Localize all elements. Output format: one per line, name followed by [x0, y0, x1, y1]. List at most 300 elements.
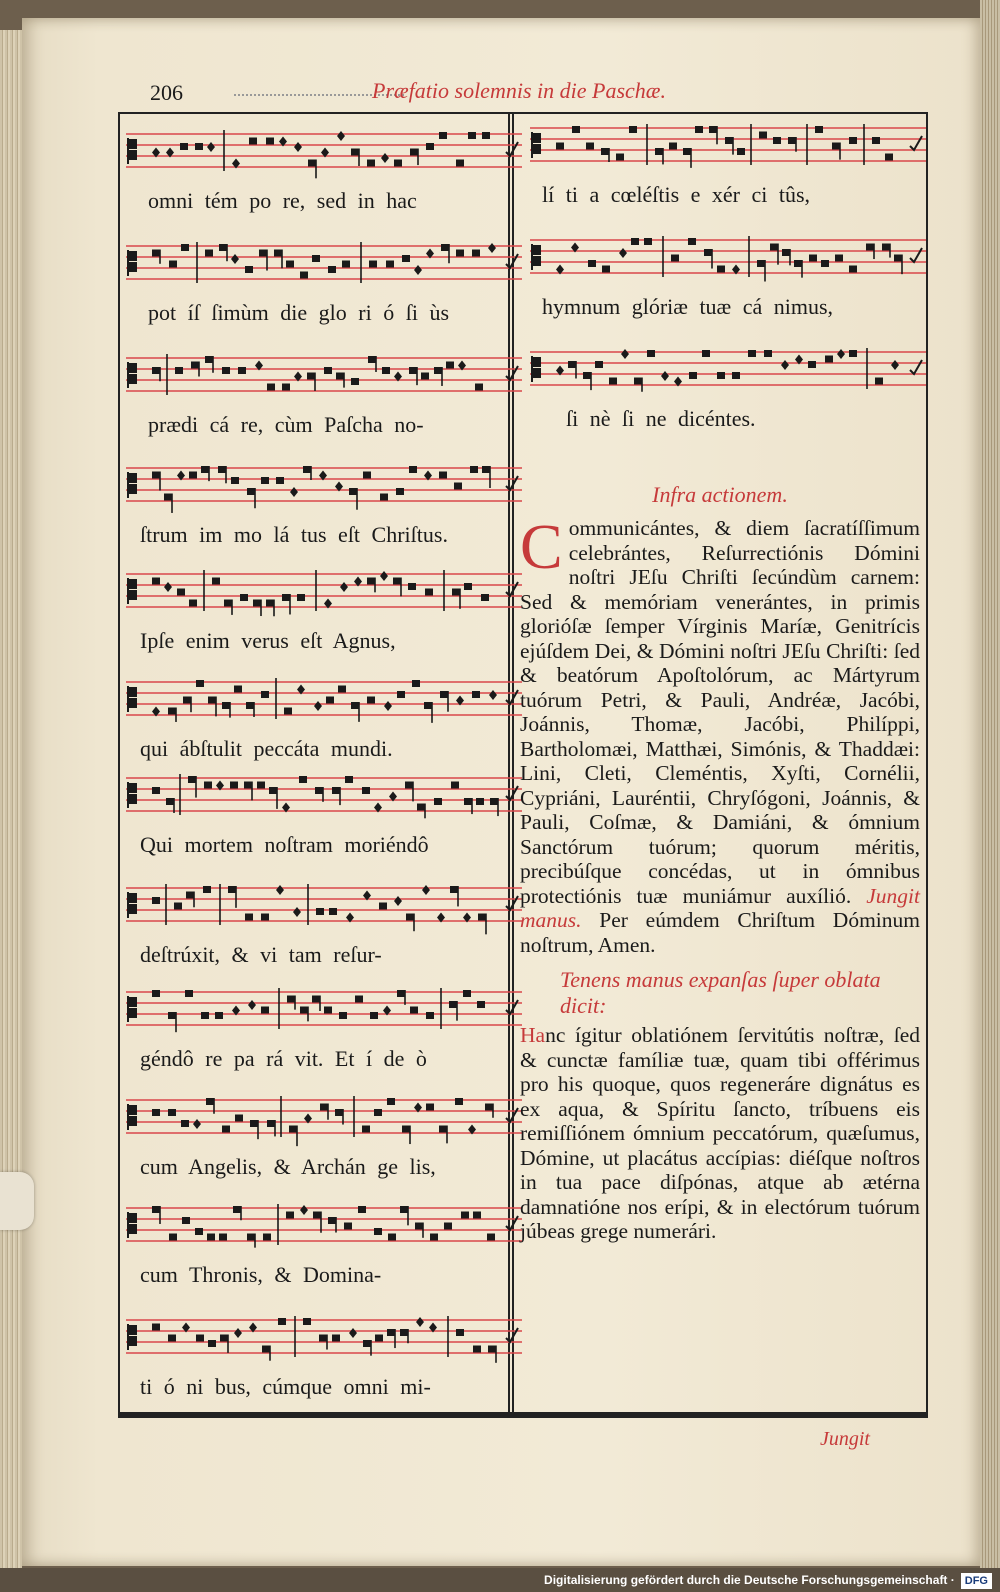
chant-system: [126, 566, 522, 656]
neume: [616, 154, 624, 161]
neume: [324, 367, 332, 374]
neume: [709, 126, 717, 144]
neume: [249, 138, 257, 145]
neume: [164, 582, 172, 592]
neume: [205, 250, 213, 257]
neume: [261, 477, 269, 484]
neume: [400, 1329, 408, 1343]
neume: [393, 578, 401, 597]
neume: [168, 1109, 176, 1116]
neume: [152, 787, 160, 794]
neume: [387, 1329, 395, 1348]
neume: [204, 782, 212, 789]
neume: [286, 1212, 294, 1219]
chant-staff: [530, 232, 926, 288]
page-number: 206: [150, 80, 183, 105]
neume: [222, 367, 230, 374]
neume: [177, 589, 185, 596]
neume: [473, 1346, 481, 1353]
neume: [152, 472, 160, 491]
chant-staff: [126, 460, 522, 516]
chant-system: [126, 880, 522, 970]
neume: [201, 1012, 209, 1019]
neume: [337, 131, 345, 141]
neume: [342, 261, 350, 268]
neume: [386, 261, 394, 268]
neume: [421, 373, 429, 380]
chant-staff: [126, 1092, 522, 1148]
neume: [329, 908, 337, 915]
neume: [303, 1318, 311, 1325]
neume: [456, 1329, 464, 1336]
neume: [238, 367, 246, 374]
neume: [338, 686, 346, 693]
neume: [164, 494, 172, 513]
neume: [482, 132, 490, 139]
chant-staff: [126, 566, 522, 622]
c-clef-icon: [128, 472, 136, 498]
neume: [219, 244, 227, 261]
c-clef-icon: [128, 362, 136, 388]
paragraph-text: ommunicántes, & diem ſacratíſſimum celebrántes, Reſurrectiónis Dómini noſtri JEſu Chriſti ſecúndùm carnem: Sed & memóriam venerántes, in primis glorióſæ ſemper Vírginis Maríæ, Genitrícis ejúſdem Dei, & Dómini noſtri JEſu Chriſti: ſed & beatórum Apoſtolórum, ac Mártyrum tuórum Petri, & Pauli, Andréæ, Jacóbi, Joánnis, Thomæ, Jacóbi, Philíppi, Bartholomæi, Matthæi, Simónis, & Thaddæi: Lini, Cleti, Cleméntis, Xyſti, Cornélii, Cypriáni, Lauréntii, Chryſógoni, Joánnis, & Pauli, Coſmæ, & Damiáni, & ómnium Sanctórum tuórum; quorum méritis, precibúſque concédas, ut in ómnibus protectiónis tuæ muniámur auxílió.: [520, 516, 920, 908]
custos-icon: [506, 582, 518, 596]
neume: [278, 1318, 286, 1325]
chant-lyric: prædi cá re, cùm Paſcha no-: [148, 412, 424, 437]
neume: [219, 1234, 227, 1241]
neume: [440, 691, 448, 712]
neume: [439, 1126, 447, 1144]
chant-lyric: pot íſ ſimùm die glo ri ó ſi ùs: [148, 300, 449, 325]
neume: [245, 266, 253, 273]
neume: [181, 1120, 189, 1127]
neume: [300, 272, 308, 279]
neume: [414, 265, 422, 275]
neume: [586, 143, 594, 150]
neume: [231, 254, 239, 264]
prose-paragraph: [520, 1023, 920, 1244]
chant-lyric: géndô re pa rá vit. Et í de ò: [140, 1046, 427, 1071]
neume: [345, 776, 353, 783]
c-clef-icon: [532, 244, 540, 270]
neume: [152, 367, 160, 381]
chant-lyric: qui ábſtulit peccáta mundi.: [140, 736, 393, 761]
neume: [380, 571, 388, 581]
neume: [312, 255, 320, 262]
neume: [782, 249, 790, 265]
neume: [449, 1001, 457, 1021]
chant-staff: [530, 120, 926, 176]
catchword: Jungit: [820, 1428, 870, 1450]
custos-icon: [506, 896, 518, 910]
neume: [488, 1346, 496, 1363]
neume: [207, 142, 215, 152]
neume: [152, 578, 160, 585]
neume: [849, 266, 857, 273]
neume: [477, 1001, 485, 1008]
neume: [619, 248, 627, 258]
section-heading: Tenens manus expanſas ſuper oblata dicit:: [560, 967, 881, 1018]
dfg-logo: DFG: [961, 1573, 992, 1589]
neume: [245, 914, 253, 921]
neume: [250, 1120, 258, 1139]
custos-icon: [506, 476, 518, 490]
neume: [169, 261, 177, 268]
neume: [344, 1223, 352, 1230]
chant-system: [126, 984, 522, 1074]
neume: [832, 143, 840, 160]
neume: [286, 261, 294, 268]
neume: [362, 787, 370, 794]
neume: [189, 600, 197, 607]
neume: [212, 578, 220, 585]
prose-column: [520, 482, 920, 1244]
chant-lyric: deſtrúxit, & vi tam reſur-: [140, 942, 382, 967]
neume: [416, 1317, 424, 1327]
neume: [196, 1335, 204, 1342]
chant-system: [126, 770, 522, 860]
neume: [568, 361, 576, 378]
neume: [655, 148, 663, 164]
neume: [704, 249, 712, 269]
c-clef-icon: [128, 996, 136, 1022]
c-clef-icon: [532, 356, 540, 382]
neume: [409, 367, 417, 385]
neume: [314, 701, 322, 711]
chant-system: [126, 350, 522, 440]
neume: [220, 1335, 228, 1353]
chant-system: [126, 460, 522, 550]
neume: [773, 137, 781, 144]
neume: [380, 494, 388, 501]
neume: [475, 384, 483, 391]
neume: [261, 691, 269, 698]
neume: [468, 132, 476, 139]
footer-bar: [0, 1568, 1000, 1592]
chant-system: [126, 238, 522, 328]
neume: [240, 594, 248, 601]
neume: [647, 350, 655, 357]
neume: [482, 466, 490, 488]
neume: [282, 594, 290, 614]
neume: [695, 126, 703, 133]
neume: [362, 1126, 370, 1133]
chant-staff: [126, 1312, 522, 1368]
neume: [230, 782, 238, 789]
neume: [276, 477, 284, 484]
neume: [215, 1012, 223, 1019]
neume: [405, 782, 413, 802]
neume: [835, 255, 843, 262]
neume: [189, 472, 197, 479]
chant-staff: [126, 984, 522, 1040]
custos-icon: [506, 254, 518, 268]
neume: [669, 143, 677, 150]
neume: [631, 238, 639, 245]
frame-bottom-rule: [118, 1412, 928, 1416]
c-clef-icon: [128, 892, 136, 918]
neume: [355, 996, 363, 1003]
neume: [601, 148, 609, 162]
custos-icon: [506, 1000, 518, 1014]
neume: [218, 466, 226, 483]
neume: [374, 1228, 382, 1235]
neume: [169, 1234, 177, 1241]
neume: [444, 1223, 452, 1230]
neume: [208, 1340, 216, 1347]
c-clef-icon: [128, 1104, 136, 1130]
neume: [737, 148, 745, 155]
neume: [248, 1000, 256, 1010]
neume: [488, 243, 496, 253]
chant-lyric: Qui mortem noſtram moriéndô: [140, 832, 429, 857]
neume: [396, 488, 404, 495]
chant-staff: [530, 344, 926, 400]
neume: [473, 1212, 481, 1219]
neume: [764, 350, 772, 357]
neume: [661, 371, 669, 381]
neume: [583, 372, 591, 390]
neume: [267, 1120, 275, 1136]
neume: [308, 160, 316, 179]
neume: [671, 255, 679, 262]
neume: [717, 372, 725, 379]
chant-staff: [126, 880, 522, 936]
neume: [476, 798, 484, 805]
drop-initial: C: [520, 511, 563, 582]
neume: [425, 589, 433, 596]
neume: [410, 1007, 418, 1014]
custos-icon: [506, 786, 518, 800]
neume: [369, 261, 377, 268]
neume: [875, 378, 883, 385]
neume: [282, 384, 290, 391]
neume: [349, 1328, 357, 1338]
neume: [688, 238, 696, 245]
neume: [303, 466, 311, 480]
neume: [152, 1109, 160, 1116]
neume: [470, 466, 478, 473]
neume: [732, 372, 740, 379]
neume: [406, 914, 414, 932]
neume: [370, 1012, 378, 1019]
neume: [261, 1007, 269, 1014]
neume: [609, 378, 617, 385]
neume: [358, 1206, 366, 1213]
neume: [397, 691, 405, 698]
chant-lyric: omni tém po re, sed in hac: [148, 188, 417, 213]
neume: [152, 1206, 160, 1224]
custos-icon: [910, 136, 922, 150]
neume: [394, 896, 402, 906]
book-spine: [0, 30, 22, 1570]
neume: [263, 1234, 271, 1241]
neume: [849, 137, 857, 144]
neume: [602, 266, 610, 273]
neume: [340, 582, 348, 592]
neume: [426, 1012, 434, 1019]
neume: [794, 260, 802, 278]
neume: [424, 702, 432, 723]
neume: [293, 907, 301, 917]
neume: [644, 238, 652, 245]
neume: [456, 250, 464, 257]
chant-system: [126, 1312, 522, 1402]
chant-lyric: cum Thronis, & Domina-: [140, 1262, 382, 1287]
chant-staff: [126, 770, 522, 826]
neume: [487, 1234, 495, 1241]
neume: [294, 142, 302, 152]
chant-lyric: hymnum glóriæ tuæ cá nimus,: [542, 294, 834, 319]
neume: [195, 1228, 203, 1235]
neume: [332, 787, 340, 805]
neume: [481, 594, 489, 601]
neume: [228, 886, 236, 908]
neume: [381, 153, 389, 163]
neume: [257, 782, 265, 789]
neume: [367, 160, 375, 167]
custos-icon: [506, 1328, 518, 1342]
c-clef-icon: [128, 578, 136, 604]
c-clef-icon: [128, 782, 136, 808]
c-clef-icon: [128, 1212, 136, 1238]
neume: [808, 361, 816, 368]
neume: [307, 373, 315, 391]
neume: [885, 154, 893, 161]
neume: [326, 697, 334, 704]
neume: [233, 1206, 241, 1220]
chant-system: [530, 120, 926, 210]
custos-icon: [506, 1216, 518, 1230]
neume: [351, 378, 359, 385]
neume: [402, 1126, 410, 1145]
neume: [472, 250, 480, 257]
paragraph-text: Per eúmdem Chriſtum Dóminum noſtrum, Amen.: [520, 908, 920, 957]
neume: [595, 361, 603, 368]
neume: [266, 600, 274, 617]
custos-icon: [506, 1108, 518, 1122]
chant-lyric: ti ó ni bus, cúmque omni mi-: [140, 1374, 431, 1399]
neume: [290, 487, 298, 497]
neume: [152, 990, 160, 997]
neume: [235, 1115, 243, 1122]
neume: [387, 1098, 395, 1105]
neume: [683, 148, 691, 168]
neume: [181, 244, 189, 251]
neume: [276, 885, 284, 895]
prose-paragraph: [520, 511, 921, 957]
neume: [464, 583, 472, 590]
neume: [168, 1335, 176, 1342]
neume: [872, 137, 880, 144]
custos-icon: [506, 142, 518, 156]
neume: [185, 990, 193, 997]
neume: [382, 367, 390, 374]
chant-staff: [126, 674, 522, 730]
chant-staff: [126, 350, 522, 406]
neume: [781, 360, 789, 370]
page-header: [150, 80, 910, 110]
neume: [207, 1234, 215, 1241]
neume: [351, 702, 359, 722]
page-edges: [980, 0, 1000, 1592]
neume: [451, 782, 459, 789]
running-title: Præfatio solemnis in die Paschæ.: [372, 78, 666, 103]
chant-staff: [126, 1200, 522, 1256]
neume: [244, 782, 252, 801]
footer-credit: Digitalisierung gefördert durch die Deutsche Forschungsgemeinschaft ·: [544, 1573, 955, 1587]
neume: [439, 132, 447, 139]
neume: [821, 260, 829, 267]
chant-lyric: ſtrum im mo lá tus eſt Chriſtus.: [140, 522, 448, 547]
neume: [757, 260, 765, 282]
chant-system: [126, 126, 522, 216]
neume: [367, 697, 375, 704]
chant-system: [126, 674, 522, 764]
neume: [374, 1109, 382, 1116]
neume: [412, 680, 420, 687]
custos-icon: [506, 366, 518, 380]
neume: [400, 1206, 408, 1225]
neume: [825, 356, 833, 363]
neume: [180, 143, 188, 150]
neume: [456, 160, 464, 167]
chant-lyric: cum Angelis, & Archán ge lis,: [140, 1154, 436, 1179]
neume: [300, 1205, 308, 1215]
neume: [478, 914, 486, 935]
neume: [363, 472, 371, 479]
neume: [556, 143, 564, 150]
neume: [394, 160, 402, 167]
neume: [450, 886, 458, 906]
chant-lyric: Ipſe enim verus eſt Agnus,: [140, 628, 396, 653]
neume: [384, 701, 392, 711]
neume: [284, 708, 292, 715]
neume: [234, 686, 242, 693]
neume: [269, 787, 277, 809]
neume: [891, 360, 899, 370]
neume: [815, 126, 823, 133]
neume: [422, 885, 430, 895]
neume: [455, 1098, 463, 1105]
neume: [174, 903, 182, 910]
neume: [490, 798, 498, 816]
bookmark-tab: [0, 1172, 34, 1230]
neume: [205, 356, 213, 373]
neume: [837, 349, 845, 359]
neume: [328, 266, 336, 273]
neume: [208, 697, 216, 717]
custos-icon: [910, 360, 922, 374]
neume: [430, 1234, 438, 1241]
neume: [299, 776, 307, 783]
neume: [195, 143, 203, 150]
neume: [426, 143, 434, 150]
neume: [332, 1335, 340, 1342]
chant-system: [530, 232, 926, 322]
neume: [725, 137, 733, 155]
chant-system: [126, 1200, 522, 1290]
neume: [588, 260, 596, 267]
neume: [289, 1126, 297, 1147]
neume: [426, 1104, 434, 1111]
section-heading: Infra actionem.: [652, 482, 788, 507]
neume: [702, 350, 710, 357]
neume: [454, 483, 462, 490]
neume: [439, 472, 447, 479]
neume: [267, 384, 275, 391]
chant-system: [530, 344, 926, 434]
chant-staff: [126, 126, 522, 182]
